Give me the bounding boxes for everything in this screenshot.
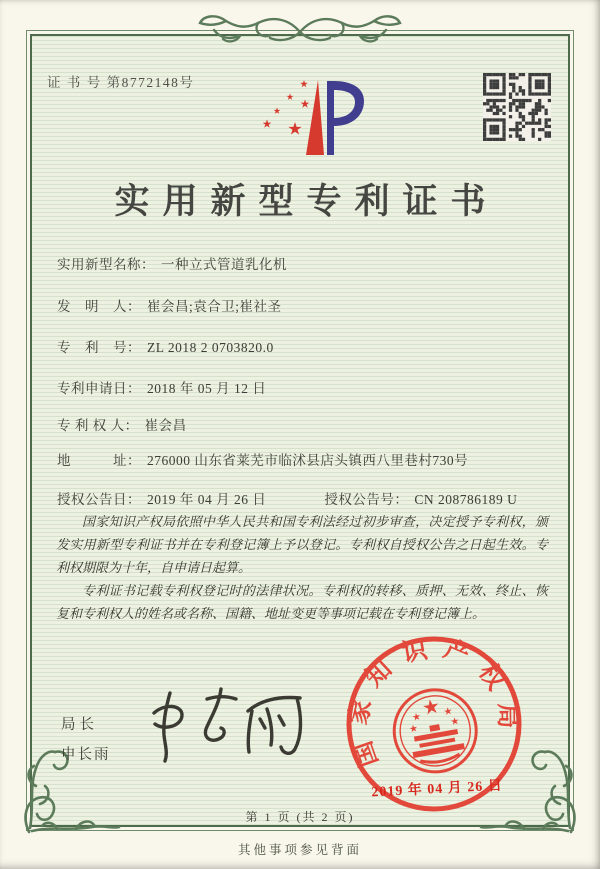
- certificate-number: 证 书 号 第8772148号: [47, 75, 195, 90]
- commissioner-block: [61, 713, 111, 764]
- seal-org-text: 国家知识产权局: [344, 634, 522, 771]
- field-value: 一种立式管道乳化机: [161, 257, 287, 272]
- field-row-application-date: [57, 377, 266, 397]
- commissioner-signature: [145, 683, 320, 768]
- field-label: 专 利 权 人：: [57, 418, 139, 433]
- field-value: 崔会昌: [144, 418, 187, 433]
- page-number: 第 1 页 (共 2 页): [245, 810, 355, 824]
- field-value: 2019 年 04 月 26 日: [147, 492, 267, 507]
- legal-paragraph-1: 国家知识产权局依照中华人民共和国专利法经过初步审查，决定授予专利权，颁发实用新型专利证书并在专利登记簿上予以登记。专利权自授权公告之日起生效。专利权期限为十年，自申请日起算。: [56, 514, 548, 575]
- seal-date: 2019 年 04 月 26 日: [371, 778, 504, 801]
- field-row-patent-number: [57, 336, 274, 356]
- qr-code: [483, 73, 551, 141]
- field-value: 崔会昌;袁合卫;崔社圣: [147, 299, 282, 314]
- field-label: 授权公告日：: [57, 492, 141, 507]
- field-label: 专利申请日：: [57, 381, 141, 396]
- field-row-inventors: [57, 295, 282, 315]
- field-value: ZL 2018 2 0703820.0: [147, 340, 274, 355]
- field-row-address: [57, 449, 468, 469]
- grant-number-value: CN 208786189 U: [414, 492, 518, 507]
- grant-number-label: 授权公告号：: [324, 492, 409, 507]
- see-reverse-note: 其他事项参见背面: [237, 843, 362, 857]
- field-label: 专 利 号：: [57, 340, 141, 355]
- field-row-grant-date-and-number: [57, 488, 517, 508]
- certificate-title: 实用新型专利证书: [114, 182, 499, 221]
- field-label: 地 址：: [57, 453, 141, 468]
- field-row-patentee: [57, 414, 187, 434]
- legal-text: [56, 510, 548, 625]
- field-label: 实用新型名称：: [57, 257, 155, 272]
- certificate-border-outer: [26, 30, 574, 831]
- commissioner-name: 申长雨: [61, 747, 111, 763]
- legal-paragraph-2: 专利证书记载专利权登记时的法律状况。专利权的转移、质押、无效、终止、恢复和专利权人的姓名或名称、国籍、地址变更等事项记载在专利登记簿上。: [56, 583, 548, 621]
- commissioner-title: 局长: [61, 717, 98, 733]
- cnipa-patent-logo-icon: [254, 75, 372, 163]
- field-value: 276000 山东省莱芜市临沭县店头镇西八里巷村730号: [147, 453, 469, 468]
- field-row-utility-model-name: [57, 253, 287, 273]
- national-emblem-icon: [388, 683, 483, 778]
- field-value: 2018 年 05 月 12 日: [147, 381, 267, 396]
- field-label: 发 明 人：: [57, 299, 141, 314]
